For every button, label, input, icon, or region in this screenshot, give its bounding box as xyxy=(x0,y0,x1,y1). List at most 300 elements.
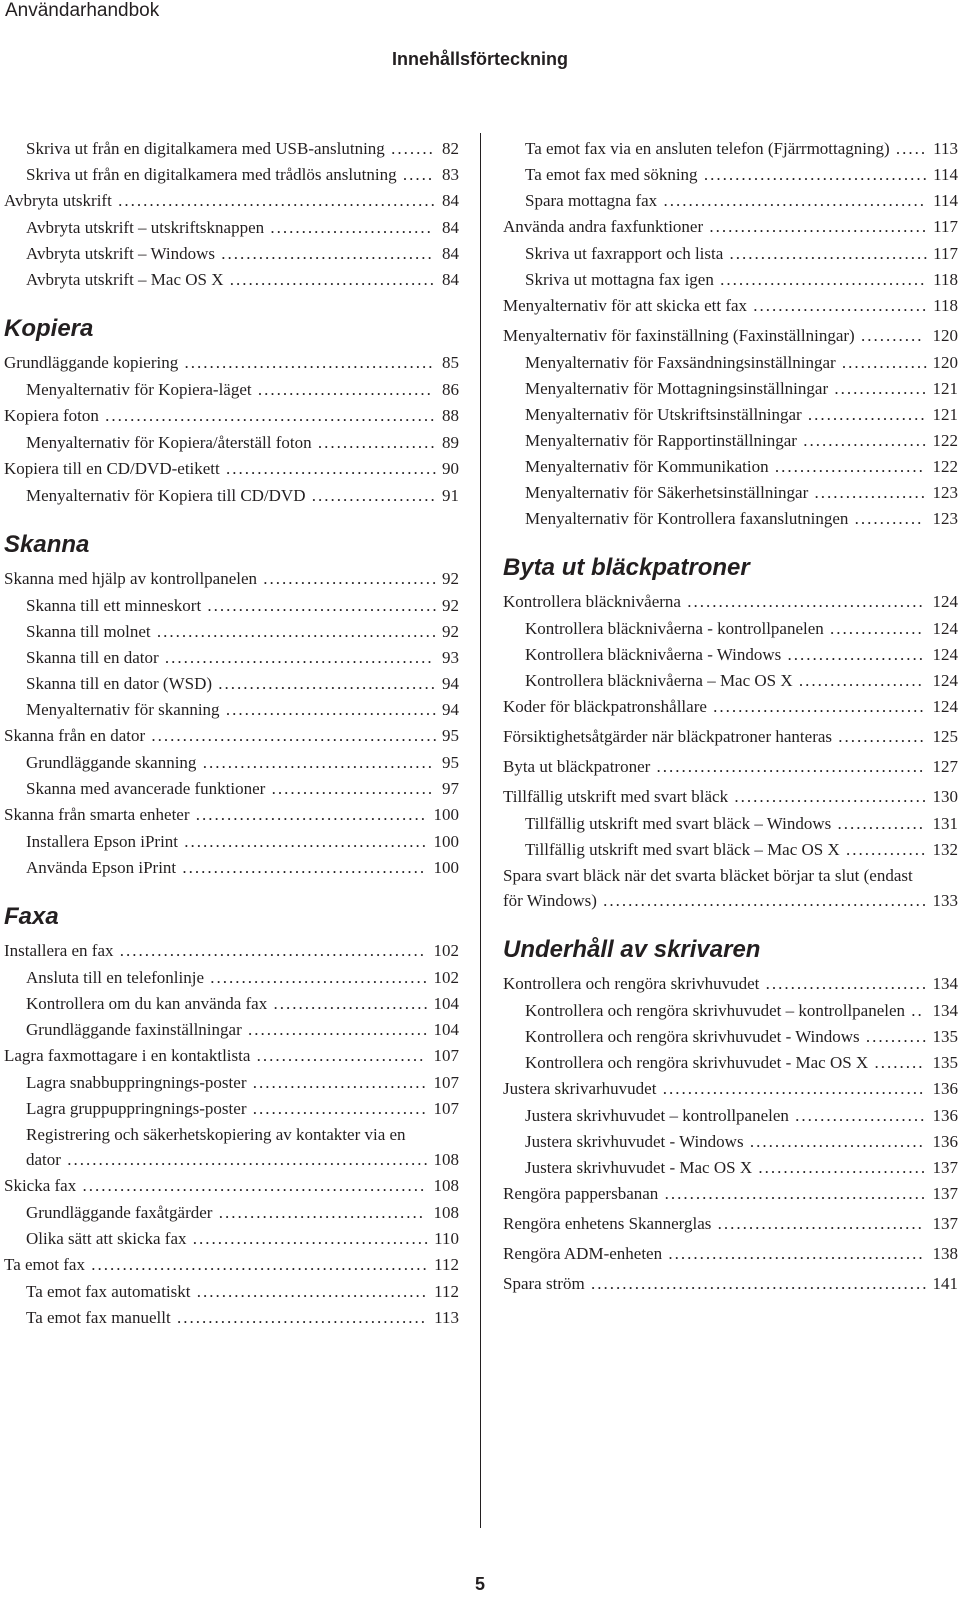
toc-entry[interactable] xyxy=(4,965,459,990)
toc-entry[interactable] xyxy=(503,589,958,614)
toc-entry[interactable] xyxy=(4,991,459,1016)
dot-leader: .............. xyxy=(831,814,925,833)
toc-entry-page: 93 xyxy=(442,648,459,667)
toc-entry-page: 92 xyxy=(442,596,459,615)
toc-entry[interactable] xyxy=(503,162,958,187)
toc-entry-page: 97 xyxy=(442,779,459,798)
toc-entry-page: 138 xyxy=(932,1244,958,1263)
toc-entry-title: Försiktighetsåtgärder när bläckpatroner hanteras .............. xyxy=(503,727,926,746)
toc-entry[interactable] xyxy=(4,619,459,644)
toc-entry-title: Installera Epson iPrint ....................................... xyxy=(26,832,429,851)
toc-entry-page: 137 xyxy=(932,1214,958,1233)
toc-entry-page: 123 xyxy=(932,509,958,528)
dot-leader: .......................................................... xyxy=(60,1150,430,1169)
toc-entry[interactable] xyxy=(503,998,958,1023)
dot-leader: ....................................... xyxy=(178,832,429,851)
toc-entry-page: 132 xyxy=(932,840,958,859)
toc-entry[interactable] xyxy=(4,645,459,670)
dot-leader: .......................................... xyxy=(656,1079,926,1098)
toc-entry-page: 113 xyxy=(933,139,958,158)
dot-leader: .................................. xyxy=(706,697,926,716)
toc-entry-title: Menyalternativ för Kontrollera faxanslutningen ........... xyxy=(525,509,924,528)
toc-entry-title: Ta emot fax med sökning .................................... xyxy=(525,165,929,184)
toc-entry-page: 108 xyxy=(433,1176,459,1195)
section-title[interactable]: Byta ut bläckpatroner xyxy=(503,554,750,581)
toc-entry[interactable] xyxy=(4,188,459,213)
dot-leader: ....................................................... xyxy=(76,1176,427,1195)
toc-entry-page: 118 xyxy=(933,270,958,289)
dot-leader: ............. xyxy=(839,840,928,859)
toc-entry[interactable] xyxy=(4,267,459,292)
toc-entry-page: 121 xyxy=(932,405,958,424)
dot-leader: ......................................... xyxy=(662,1244,925,1263)
dot-leader: ...................................... xyxy=(186,1229,431,1248)
dot-leader: ................................... xyxy=(212,674,438,693)
dot-leader: ........................................... xyxy=(158,648,434,667)
toc-entry-page: 121 xyxy=(932,379,958,398)
toc-entry[interactable] xyxy=(503,863,958,913)
toc-entry-title: Ta emot fax via en ansluten telefon (Fjärrmottagning) ..... xyxy=(525,139,928,158)
toc-entry-title: Grundläggande kopiering ........................................ xyxy=(4,353,435,372)
toc-entry[interactable] xyxy=(503,811,958,836)
toc-entry[interactable] xyxy=(503,724,958,749)
toc-entry-title: Skanna till molnet ............................................. xyxy=(26,622,439,641)
dot-leader: ..... xyxy=(889,139,928,158)
toc-entry[interactable] xyxy=(4,162,459,187)
toc-entry[interactable] xyxy=(503,188,958,213)
toc-entry-page: 136 xyxy=(932,1132,958,1151)
dot-leader: .......................... xyxy=(265,779,435,798)
dot-leader: ...................... xyxy=(781,645,926,664)
toc-entry-title: Skanna från en dator .............................................. xyxy=(4,726,439,745)
toc-entry[interactable] xyxy=(503,694,958,719)
dot-leader: .. xyxy=(905,1001,924,1020)
toc-section xyxy=(4,902,459,1330)
toc-entry-title: Tillfällig utskrift med svart bläck – Windows .............. xyxy=(525,814,925,833)
dot-leader: ................................. xyxy=(223,270,437,289)
toc-entry-page: 124 xyxy=(932,671,958,690)
toc-entry-title: Skriva ut från en digitalkamera med trådlös anslutning ..... xyxy=(26,165,435,184)
dot-leader: ..................................... xyxy=(201,596,439,615)
dot-leader: .................... xyxy=(796,431,929,450)
toc-entry-page: 89 xyxy=(442,433,459,452)
toc-entry[interactable] xyxy=(4,723,459,748)
toc-entry-page: 100 xyxy=(433,805,459,824)
toc-entry-title: Kopiera foton ..................................................... xyxy=(4,406,437,425)
toc-entry-title: Menyalternativ för skanning .................................. xyxy=(26,700,439,719)
toc-entry[interactable] xyxy=(4,671,459,696)
toc-entry-title: Byta ut bläckpatroner ........................................... xyxy=(503,757,926,776)
toc-entry[interactable] xyxy=(503,754,958,779)
toc-entry-page: 84 xyxy=(442,191,459,210)
toc-entry-title: Koder för bläckpatronshållare .................................. xyxy=(503,697,926,716)
dot-leader: ..................................... xyxy=(189,805,427,824)
toc-entry-title: Menyalternativ för Kopiera/återställ foton ................... xyxy=(26,433,437,452)
toc-entry-title: Skriva ut från en digitalkamera med USB-anslutning ....... xyxy=(26,139,435,158)
toc-entry-page: 135 xyxy=(932,1053,958,1072)
toc-entry[interactable] xyxy=(4,377,459,402)
toc-entry-title: Använda Epson iPrint ....................................... xyxy=(26,858,427,877)
toc-entry[interactable] xyxy=(503,1076,958,1101)
toc-entry-page: 100 xyxy=(433,858,459,877)
dot-leader: .......... xyxy=(854,326,924,345)
toc-entry-page: 94 xyxy=(442,674,459,693)
dot-leader: ..................... xyxy=(788,1106,927,1125)
dot-leader: ........................ xyxy=(768,457,925,476)
dot-leader: .................... xyxy=(792,671,924,690)
dot-leader: ............... xyxy=(823,619,924,638)
dot-leader: ................................... xyxy=(204,968,429,987)
toc-entry[interactable] xyxy=(503,616,958,641)
toc-entry-page: 134 xyxy=(932,1001,958,1020)
toc-intro-left xyxy=(4,136,459,292)
toc-entry-page: 104 xyxy=(433,1020,459,1039)
toc-entry-title: Skanna med hjälp av kontrollpanelen ............................ xyxy=(4,569,439,588)
section-title[interactable]: Kopiera xyxy=(4,315,94,342)
toc-entry-page: 133 xyxy=(932,891,958,910)
toc-entry-title: Tillfällig utskrift med svart bläck ............................... xyxy=(503,787,929,806)
toc-entry[interactable] xyxy=(4,1226,459,1251)
toc-entry-title: Justera skrivhuvudet - Windows ............................ xyxy=(525,1132,925,1151)
toc-entry[interactable] xyxy=(503,784,958,809)
toc-entry-title: Menyalternativ för att skicka ett fax ............................ xyxy=(503,296,929,315)
dot-leader: .......................................... xyxy=(657,191,926,210)
toc-entry-title: Kontrollera bläcknivåerna ...................................... xyxy=(503,592,925,611)
dot-leader: ......................... xyxy=(267,994,430,1013)
dot-leader: ................................... xyxy=(703,217,929,236)
toc-entry[interactable] xyxy=(4,697,459,722)
toc-entry-page: 122 xyxy=(932,431,958,450)
toc-entry-page: 90 xyxy=(442,459,459,478)
toc-entry-title: Ta emot fax ...................................................... xyxy=(4,1255,429,1274)
toc-entry-page: 84 xyxy=(442,244,459,263)
toc-entry[interactable] xyxy=(4,1173,459,1198)
dot-leader: .................................. xyxy=(219,700,439,719)
toc-entry-page: 114 xyxy=(933,165,958,184)
dot-leader: ........ xyxy=(868,1053,925,1072)
dot-leader: ............................ xyxy=(747,296,929,315)
toc-entry-title: Grundläggande skanning ..................................... xyxy=(26,753,434,772)
toc-entry[interactable] xyxy=(503,241,958,266)
toc-entry[interactable] xyxy=(4,215,459,240)
toc-entry-title: Menyalternativ för Kopiera-läget ............................ xyxy=(26,380,433,399)
toc-section xyxy=(4,314,459,508)
dot-leader: ............................. xyxy=(241,1020,430,1039)
dot-leader: ...................................................... xyxy=(84,1255,429,1274)
dot-leader: .................................... xyxy=(697,165,929,184)
dot-leader: ........................................... xyxy=(650,757,926,776)
toc-entry[interactable] xyxy=(503,1024,958,1049)
toc-entry-title: Kontrollera bläcknivåerna – Mac OS X .................... xyxy=(525,671,924,690)
toc-entry-title: Justera skrivhuvudet - Mac OS X ........................... xyxy=(525,1158,928,1177)
dot-leader: .................. xyxy=(808,483,927,502)
toc-section xyxy=(503,553,958,913)
toc-entry-title: Registrering och säkerhetskopiering av kontakter via en dator .......................................................... xyxy=(26,1125,430,1169)
toc-entry[interactable] xyxy=(4,776,459,801)
toc-entry[interactable] xyxy=(503,454,958,479)
toc-sections-left xyxy=(4,314,459,1330)
toc-entry[interactable] xyxy=(4,456,459,481)
toc-entry-page: 124 xyxy=(932,697,958,716)
section-title[interactable]: Faxa xyxy=(4,903,59,930)
toc-entry-page: 120 xyxy=(932,353,958,372)
toc-entry-title: Kontrollera bläcknivåerna - Windows ...................... xyxy=(525,645,926,664)
toc-entry[interactable] xyxy=(4,430,459,455)
toc-entry-page: 82 xyxy=(442,139,459,158)
toc-entry-title: Kopiera till en CD/DVD-etikett .................................. xyxy=(4,459,439,478)
toc-right-column xyxy=(503,136,958,1301)
toc-entry[interactable] xyxy=(4,350,459,375)
toc-entry[interactable] xyxy=(4,750,459,775)
toc-entry[interactable] xyxy=(503,323,958,348)
toc-entry-title: Kontrollera och rengöra skrivhuvudet - Mac OS X ........ xyxy=(525,1053,925,1072)
dot-leader: ....... xyxy=(384,139,435,158)
toc-entry-page: 100 xyxy=(433,832,459,851)
toc-entry[interactable] xyxy=(503,267,958,292)
toc-entry[interactable] xyxy=(4,593,459,618)
dot-leader: .......................... xyxy=(759,974,929,993)
toc-entry-title: Menyalternativ för Mottagningsinställningar ............... xyxy=(525,379,929,398)
dot-leader: ..................................... xyxy=(190,1282,429,1301)
dot-leader: ........................................ xyxy=(170,1308,427,1327)
dot-leader: ................... xyxy=(801,405,927,424)
toc-entry[interactable] xyxy=(4,802,459,827)
toc-entry-title: Skicka fax ....................................................... xyxy=(4,1176,427,1195)
toc-entry-title: Grundläggande faxinställningar ............................. xyxy=(26,1020,430,1039)
toc-entry-title: Installera en fax ................................................. xyxy=(4,941,426,960)
dot-leader: .......................................... xyxy=(658,1184,928,1203)
dot-leader: ..................................... xyxy=(196,753,434,772)
toc-entry-page: 107 xyxy=(433,1099,459,1118)
toc-entry-title: Skanna till en dator ........................................... xyxy=(26,648,434,667)
toc-entry[interactable] xyxy=(4,1017,459,1042)
toc-entry-page: 124 xyxy=(932,645,958,664)
manual-title: Användarhandbok xyxy=(5,0,160,21)
toc-entry-page: 92 xyxy=(442,622,459,641)
toc-entry-page: 95 xyxy=(442,753,459,772)
toc-entry-title: Skanna till en dator (WSD) ................................... xyxy=(26,674,438,693)
toc-entry-title: Skanna från smarta enheter ..................................... xyxy=(4,805,427,824)
toc-entry-page: 102 xyxy=(433,941,459,960)
dot-leader: ............................ xyxy=(257,569,439,588)
toc-entry-page: 124 xyxy=(932,592,958,611)
toc-entry-page: 118 xyxy=(933,296,958,315)
dot-leader: ................................................... xyxy=(111,191,437,210)
toc-entry-page: 108 xyxy=(433,1203,459,1222)
toc-entry-page: 84 xyxy=(442,218,459,237)
toc-entry[interactable] xyxy=(503,837,958,862)
dot-leader: ............... xyxy=(828,379,929,398)
toc-entry[interactable] xyxy=(4,483,459,508)
toc-entry-page: 102 xyxy=(433,968,459,987)
toc-entry-title: Avbryta utskrift – Windows .................................. xyxy=(26,244,434,263)
toc-entry-page: 112 xyxy=(434,1282,459,1301)
toc-entry-title: Olika sätt att skicka fax ...................................... xyxy=(26,1229,431,1248)
toc-entry[interactable] xyxy=(4,241,459,266)
toc-entry[interactable] xyxy=(503,1129,958,1154)
toc-entry-title: Kontrollera och rengöra skrivhuvudet – kontrollpanelen .. xyxy=(525,1001,924,1020)
toc-entry[interactable] xyxy=(4,1200,459,1225)
toc-entry-title: Rengöra pappersbanan .......................................... xyxy=(503,1184,928,1203)
dot-leader: ..... xyxy=(396,165,435,184)
toc-entry-title: Skriva ut faxrapport och lista ................................ xyxy=(525,244,930,263)
toc-entry-title: Spara ström ...................................................... xyxy=(503,1274,929,1293)
toc-entry[interactable] xyxy=(503,428,958,453)
toc-entry[interactable] xyxy=(503,136,958,161)
toc-entry[interactable] xyxy=(4,1122,459,1172)
toc-entry-title: Rengöra ADM-enheten ......................................... xyxy=(503,1244,925,1263)
column-divider xyxy=(480,133,481,1528)
toc-entry[interactable] xyxy=(503,1271,958,1296)
toc-entry[interactable] xyxy=(4,1070,459,1095)
toc-entry[interactable] xyxy=(4,1305,459,1330)
toc-entry-title: Ta emot fax manuellt ........................................ xyxy=(26,1308,427,1327)
toc-entry-page: 83 xyxy=(442,165,459,184)
toc-entry[interactable] xyxy=(4,1096,459,1121)
toc-entry-title: Menyalternativ för Rapportinställningar .................... xyxy=(525,431,929,450)
section-title[interactable]: Skanna xyxy=(4,531,90,558)
toc-entry-title: Lagra faxmottagare i en kontaktlista ........................... xyxy=(4,1046,426,1065)
toc-entry-title: Menyalternativ för Utskriftsinställningar ................... xyxy=(525,405,927,424)
toc-entry-title: Grundläggande faxåtgärder ................................. xyxy=(26,1203,425,1222)
toc-entry-title: Ansluta till en telefonlinje ................................... xyxy=(26,968,429,987)
toc-entry[interactable] xyxy=(503,214,958,239)
toc-entry[interactable] xyxy=(503,668,958,693)
toc-entry-page: 137 xyxy=(932,1184,958,1203)
dot-leader: .................... xyxy=(305,486,437,505)
toc-entry-page: 135 xyxy=(932,1027,958,1046)
dot-leader: ........... xyxy=(848,509,924,528)
toc-entry-title: Menyalternativ för faxinställning (Faxinställningar) .......... xyxy=(503,326,924,345)
toc-entry-title: Avbryta utskrift – Mac OS X ................................. xyxy=(26,270,437,289)
dot-leader: ........................... xyxy=(250,1046,426,1065)
dot-leader: ....................................... xyxy=(176,858,427,877)
toc-entry-page: 123 xyxy=(932,483,958,502)
toc-heading: Innehållsförteckning xyxy=(391,49,569,69)
toc-entry-title: Använda andra faxfunktioner ................................... xyxy=(503,217,929,236)
toc-entry-title: Avbryta utskrift ................................................... xyxy=(4,191,437,210)
dot-leader: ............................ xyxy=(743,1132,925,1151)
dot-leader: .................................. xyxy=(219,459,439,478)
dot-leader: ........................... xyxy=(752,1158,928,1177)
dot-leader: .................................. xyxy=(214,244,434,263)
toc-entry-page: 114 xyxy=(933,191,958,210)
section-title[interactable]: Underhåll av skrivaren xyxy=(503,936,761,963)
toc-entry[interactable] xyxy=(4,136,459,161)
toc-sections-right xyxy=(503,553,958,1296)
toc-entry[interactable] xyxy=(503,1050,958,1075)
toc-entry-page: 117 xyxy=(933,244,958,263)
toc-entry-title: Skanna med avancerade funktioner .......................... xyxy=(26,779,435,798)
toc-entry-page: 84 xyxy=(442,270,459,289)
toc-entry-title: Menyalternativ för Kommunikation ........................ xyxy=(525,457,925,476)
dot-leader: .............. xyxy=(832,727,926,746)
dot-leader: ................................. xyxy=(711,1214,924,1233)
toc-entry[interactable] xyxy=(503,971,958,996)
toc-entry-page: 112 xyxy=(434,1255,459,1274)
toc-entry-page: 120 xyxy=(932,326,958,345)
toc-section xyxy=(4,530,459,880)
toc-entry-title: Menyalternativ för Kopiera till CD/DVD .................... xyxy=(26,486,437,505)
toc-entry[interactable] xyxy=(4,403,459,428)
dot-leader: ................... xyxy=(311,433,437,452)
toc-entry-title: Skriva ut mottagna fax igen ................................. xyxy=(525,270,927,289)
toc-entry-title: Kontrollera och rengöra skrivhuvudet - Windows .......... xyxy=(525,1027,929,1046)
toc-entry[interactable] xyxy=(4,1043,459,1068)
toc-entry-page: 136 xyxy=(932,1079,958,1098)
toc-entry-title: Spara svart bläck när det svarta bläcket börjar ta slut (endast för Windows) .................................................... xyxy=(503,866,929,910)
toc-entry[interactable] xyxy=(503,480,958,505)
toc-entry[interactable] xyxy=(503,1211,958,1236)
toc-entry-page: 94 xyxy=(442,700,459,719)
toc-intro-right xyxy=(503,136,958,531)
toc-entry[interactable] xyxy=(503,1241,958,1266)
toc-entry-title: Justera skrivarhuvudet .......................................... xyxy=(503,1079,926,1098)
toc-entry-page: 88 xyxy=(442,406,459,425)
toc-entry-title: Skanna till ett minneskort ..................................... xyxy=(26,596,439,615)
toc-entry-page: 137 xyxy=(932,1158,958,1177)
toc-entry-page: 110 xyxy=(434,1229,459,1248)
dot-leader: ............................................. xyxy=(150,622,439,641)
dot-leader: ................................................. xyxy=(113,941,426,960)
toc-entry[interactable] xyxy=(503,376,958,401)
dot-leader: ............................ xyxy=(251,380,433,399)
toc-entry[interactable] xyxy=(503,402,958,427)
toc-entry[interactable] xyxy=(4,855,459,880)
toc-entry[interactable] xyxy=(503,350,958,375)
toc-entry-title: Kontrollera bläcknivåerna - kontrollpanelen ............... xyxy=(525,619,924,638)
dot-leader: .............................................. xyxy=(145,726,439,745)
toc-entry-page: 108 xyxy=(433,1150,459,1169)
toc-entry-page: 127 xyxy=(932,757,958,776)
toc-entry[interactable] xyxy=(503,293,958,318)
toc-entry[interactable] xyxy=(503,506,958,531)
toc-entry[interactable] xyxy=(503,1103,958,1128)
toc-entry-page: 92 xyxy=(442,569,459,588)
toc-entry[interactable] xyxy=(503,1155,958,1180)
toc-entry[interactable] xyxy=(4,566,459,591)
dot-leader: ..................................................... xyxy=(98,406,437,425)
toc-entry-page: 130 xyxy=(932,787,958,806)
dot-leader: ...................................................... xyxy=(584,1274,929,1293)
toc-entry[interactable] xyxy=(503,642,958,667)
toc-entry[interactable] xyxy=(4,938,459,963)
dot-leader: .......................... xyxy=(264,218,433,237)
dot-leader: ........................................ xyxy=(178,353,435,372)
toc-entry[interactable] xyxy=(4,1252,459,1277)
dot-leader: ................................ xyxy=(723,244,930,263)
toc-entry-title: Menyalternativ för Faxsändningsinställningar .............. xyxy=(525,353,930,372)
toc-entry-page: 117 xyxy=(933,217,958,236)
toc-entry-page: 91 xyxy=(442,486,459,505)
toc-entry-page: 85 xyxy=(442,353,459,372)
toc-section xyxy=(503,935,958,1296)
toc-entry-page: 104 xyxy=(433,994,459,1013)
dot-leader: ............................... xyxy=(728,787,929,806)
toc-entry-page: 86 xyxy=(442,380,459,399)
toc-entry-title: Ta emot fax automatiskt ..................................... xyxy=(26,1282,429,1301)
dot-leader: ................................. xyxy=(713,270,927,289)
toc-entry-page: 113 xyxy=(434,1308,459,1327)
toc-entry[interactable] xyxy=(503,1181,958,1206)
toc-entry-title: Spara mottagna fax .......................................... xyxy=(525,191,926,210)
dot-leader: ...................................... xyxy=(680,592,925,611)
toc-entry[interactable] xyxy=(4,1279,459,1304)
toc-entry[interactable] xyxy=(4,829,459,854)
toc-entry-title: Lagra gruppuppringnings-poster ............................ xyxy=(26,1099,428,1118)
toc-entry-page: 134 xyxy=(932,974,958,993)
toc-entry-title: Kontrollera och rengöra skrivhuvudet .......................... xyxy=(503,974,929,993)
